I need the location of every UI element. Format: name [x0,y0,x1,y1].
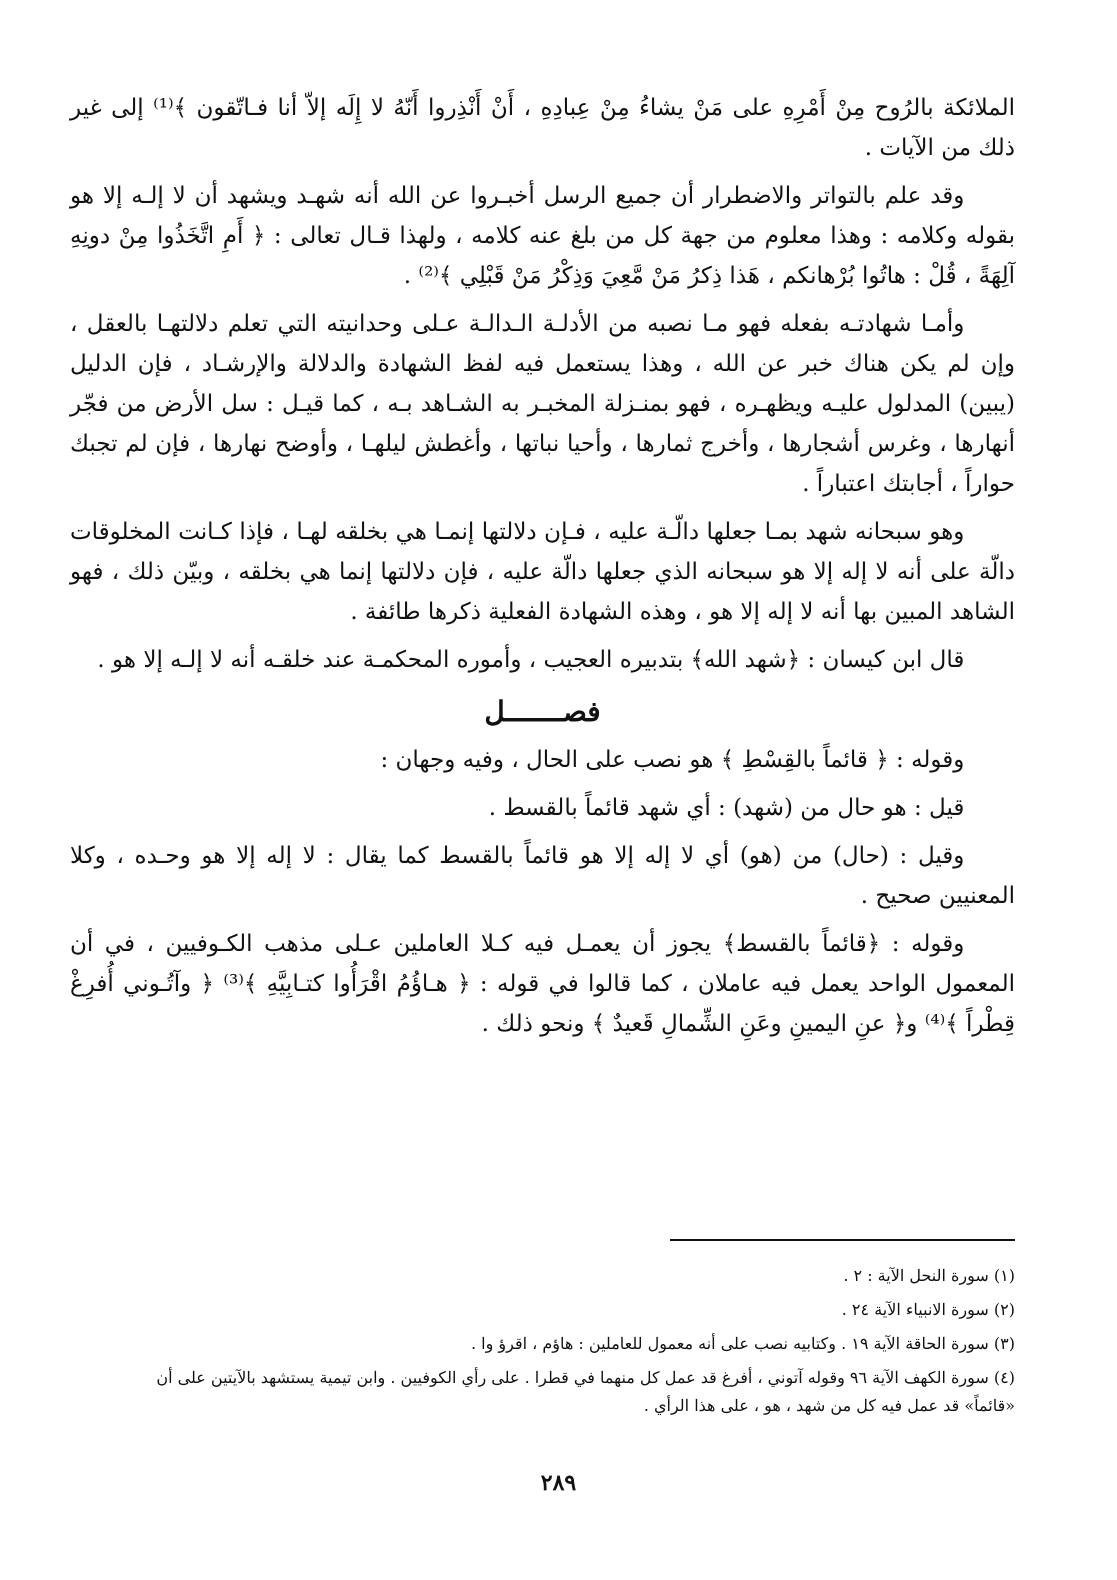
paragraph-9: وقوله : ﴿قائماً بالقسط﴾ يجوز أن يعمـل فيه كـلا العاملين عـلى مذهب الكـوفيين ، في أن المعمول الواحد يعمل فيه عاملان ، كما قالوا في قوله : ﴿ هـاؤُمُ اقْرَأُوا كتـابِيَّهِ ﴾⁽³⁾ ﴿ وآتُـوني أُفرِغْ قِطْراً ﴾⁽⁴⁾ و﴿ عنِ اليمينِ وعَنِ الشِّمالِ قَعيدٌ ﴾ ونحو ذلك . [70,931,1015,1037]
paragraph-3: وأمـا شهادتـه بفعله فهو مـا نصبه من الأدلـة الـدالـة عـلى وحدانيته التي تعلم دلالتهـا بالعقل ، وإن لم يكن هناك خبر عن الله ، وهذا يستعمل فيه لفظ الشهادة والدلالة والإرشـاد ، فإن الدليل (يبين) المدلول عليـه ويظهـره ، فهو بمنـزلة المخبـر به الشـاهد بـه ، كما قيـل : سل الأرض من فجّر أنهارها ، وغرس أشجارها ، وأخرج ثمارها ، وأحيا نباتها ، وأغطش ليلهـا ، وأوضح نهارها ، فإن لم تجبك حواراً ، أجابتك اعتباراً . [70,311,1015,497]
paragraph-7: قيل : هو حال من (شهد) : أي شهد قائماً بالقسط . [488,795,965,821]
footnote-3: (٣) سورة الحاقة الآية ١٩ . وكتابيه نصب على أنه معمول للعاملين : هاؤم ، اقرؤ وا . [470,1334,1015,1353]
page-body [70,88,1015,1052]
footnote-4-continuation: «قائماً» قد عمل فيه كل من شهد ، هو ، على هذا الرأي . [643,1396,1015,1415]
paragraph-6: وقوله : ﴿ قائماً بالقِسْطِ ﴾ هو نصب على الحال ، وفيه وجهان : [380,747,965,773]
footnote-4-text: (٤) سورة الكهف الآية ٩٦ وقوله آتوني ، أفرغ قد عمل كل منهما في قطرا . على رأي الكوفيين . وابن تيمية يستشهد بالآيتين على أن [156,1368,1015,1387]
footnote-1: (١) سورة النحل الآية : ٢ . [843,1266,1015,1285]
footnote-4 [70,1364,1015,1420]
footnote-2: (٢) سورة الانبياء الآية ٢٤ . [841,1300,1015,1319]
paragraph-1: الملائكة بالرُوح مِنْ أَمْرِهِ على مَنْ يشاءُ مِنْ عِبادِهِ ، أَنْ أَنْذِروا أَنّهُ لا إِلَه إلاّ أنا فـاتّقون ﴾⁽¹⁾ إلى غير ذلك من الآيات . [70,95,1015,161]
paragraph-2: وقد علم بالتواتر والاضطرار أن جميع الرسل أخبـروا عن الله أنه شهـد ويشهد أن لا إلـه إلا هو بقوله وكلامه : وهذا معلوم من جهة كل من بلغ عنه كلامه ، ولهذا قـال تعالى : ﴿ أَمِ اتَّخَذُوا مِنْ دونِهِ آلِهَةً ، قُلْ : هاتُوا بُرْهانكم ، هَذا ذِكرُ مَنْ مَّعِيَ وَذِكْرُ مَنْ قَبْلِي ﴾⁽²⁾ . [70,183,1016,289]
paragraph-8: وقيل : (حال) من (هو) أي لا إله إلا هو قائماً بالقسط كما يقال : لا إله إلا هو وحـده ، وكلا المعنيين صحيح . [70,843,1015,909]
footnotes [70,1262,1015,1426]
footnote-divider [670,1239,1015,1241]
paragraph-4: وهو سبحانه شهد بمـا جعلها دالّـة عليه ، فـإن دلالتها إنمـا هي بخلقه لهـا ، فإذا كـانت المخلوقات دالّة على أنه لا إله إلا هو سبحانه الذي جعلها دالّة عليه ، فإن دلالتها إنما هي بخلقه ، وبيّن ذلك ، فهو الشاهد المبين بها أنه لا إله إلا هو ، وهذه الشهادة الفعلية ذكرها طائفة . [70,519,1015,625]
section-heading: فصـــــــل [484,695,601,728]
paragraph-5: قال ابن كيسان : ﴿شهد الله﴾ بتدبيره العجيب ، وأموره المحكمـة عند خلقـه أنه لا إلـه إلا هو . [97,647,965,673]
page-number: ٢٨٩ [540,1470,577,1496]
